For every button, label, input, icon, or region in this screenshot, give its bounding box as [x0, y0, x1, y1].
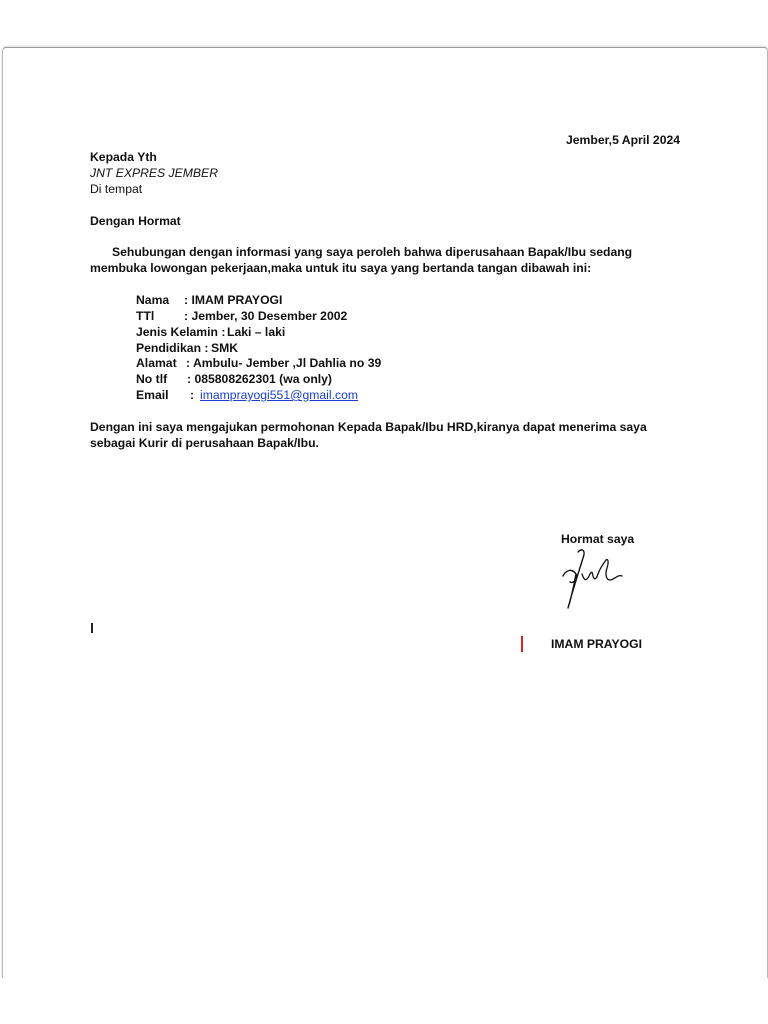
red-cursor-marker: [521, 636, 523, 652]
letter-date: Jember,5 April 2024: [566, 133, 681, 147]
text-cursor: [91, 623, 93, 633]
recipient-location: Di tempat: [90, 182, 143, 196]
detail-tlf-label: No tlf: [136, 372, 168, 386]
recipient-company: JNT EXPRES JEMBER: [90, 166, 218, 180]
detail-jk-value: Laki – laki: [227, 325, 286, 339]
detail-pendidikan-label: Pendidikan :: [136, 341, 209, 355]
detail-nama-value: : IMAM PRAYOGI: [184, 293, 283, 307]
detail-email-colon: :: [190, 388, 195, 402]
sign-off: Hormat saya: [561, 532, 635, 546]
email-link[interactable]: [200, 387, 358, 403]
intro-paragraph: [90, 244, 650, 276]
detail-tlf-value: : 085808262301 (wa only): [187, 372, 332, 386]
recipient-salutation: Kepada Yth: [90, 150, 157, 164]
detail-alamat-label: Alamat: [136, 356, 177, 370]
intro-paragraph-text: Sehubungan dengan informasi yang saya peroleh bahwa diperusahaan Bapak/Ibu sedang membuka lowongan pekerjaan,maka untuk itu saya yang bertanda tangan dibawah ini:: [90, 245, 633, 275]
detail-ttl-label: TTl: [136, 309, 155, 323]
handwritten-signature: [556, 546, 636, 616]
email-link-text[interactable]: imamprayogi551@gmail.com: [200, 388, 359, 402]
detail-email-label: Email: [136, 388, 169, 402]
letter-greeting: Dengan Hormat: [90, 214, 181, 228]
detail-nama-label: Nama: [136, 293, 170, 307]
signer-name: IMAM PRAYOGI: [551, 637, 642, 651]
detail-jk-label: Jenis Kelamin :: [136, 325, 226, 339]
detail-ttl-value: : Jember, 30 Desember 2002: [184, 309, 348, 323]
detail-alamat-value: : Ambulu- Jember ,Jl Dahlia no 39: [186, 356, 382, 370]
detail-pendidikan-value: SMK: [211, 341, 239, 355]
closing-paragraph: Dengan ini saya mengajukan permohonan Kepada Bapak/Ibu HRD,kiranya dapat menerima saya sebagai Kurir di perusahaan Bapak/Ibu.: [90, 420, 647, 450]
page-bottom-area: [0, 978, 768, 1024]
